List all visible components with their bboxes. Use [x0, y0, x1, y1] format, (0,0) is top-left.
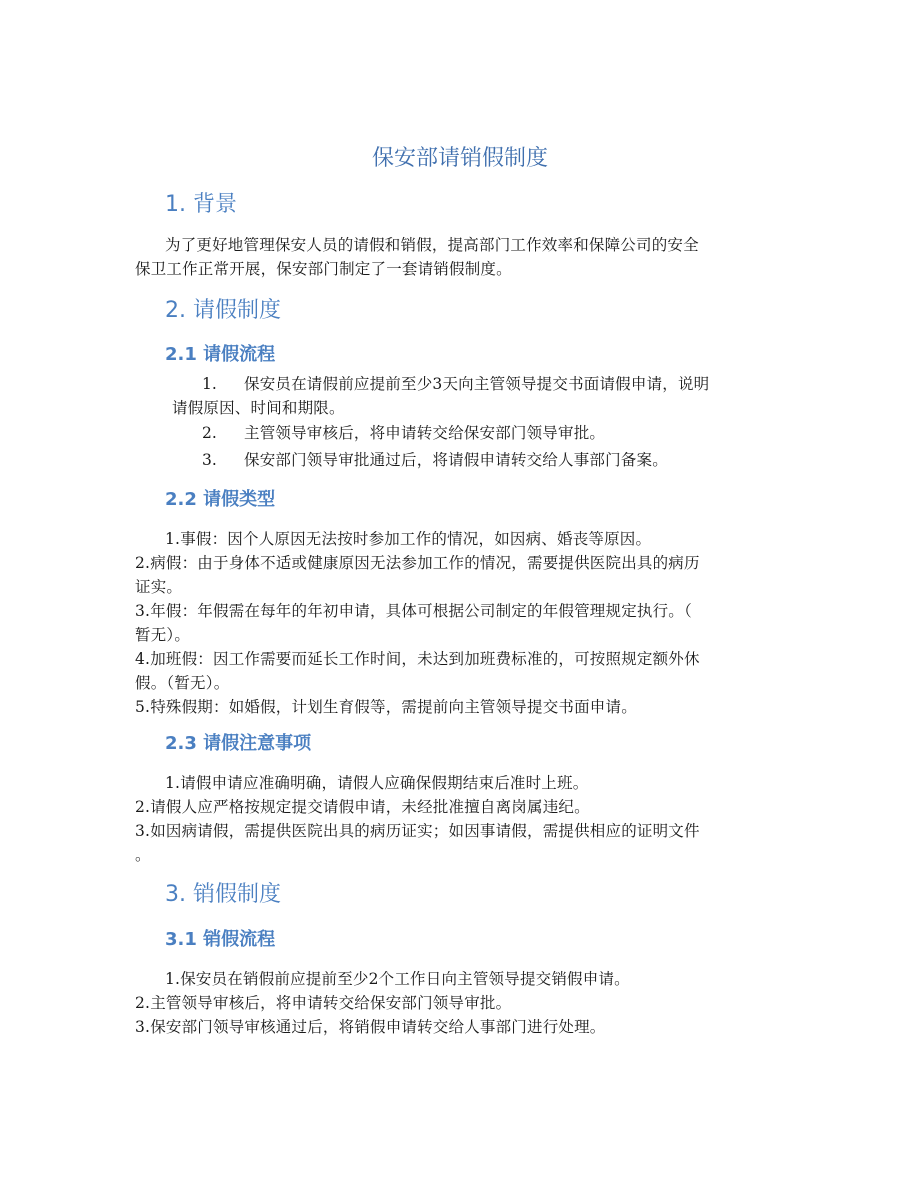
list-line: 5.特殊假期：如婚假，计划生育假等，需提前向主管领导提交书面申请。: [135, 698, 637, 716]
list-line: 4.加班假：因工作需要而延长工作时间，未达到加班费标准的，可按照规定额外休: [135, 650, 700, 668]
list-line: 3.年假：年假需在每年的年初申请，具体可根据公司制定的年假管理规定执行。（: [135, 602, 692, 620]
section-heading-cancel-policy: 3. 销假制度: [165, 882, 281, 907]
list-line: 2.请假人应严格按规定提交请假申请，未经批准擅自离岗属违纪。: [135, 798, 590, 816]
list-line: 1.事假：因个人原因无法按时参加工作的情况，如因病、婚丧等原因。: [165, 530, 652, 548]
list-item-number: 1.: [202, 375, 217, 393]
paragraph-line: 为了更好地管理保安人员的请假和销假，提高部门工作效率和保障公司的安全: [165, 236, 699, 254]
list-item-text: 保安员在请假前应提前至少3天向主管领导提交书面请假申请，说明: [244, 375, 710, 393]
list-line: 1.请假申请应准确明确，请假人应确保假期结束后准时上班。: [165, 774, 589, 792]
list-line: 3.如因病请假，需提供医院出具的病历证实；如因事请假，需提供相应的证明文件: [135, 822, 700, 840]
section-heading-leave-policy: 2. 请假制度: [165, 298, 281, 323]
list-line: 暂无）。: [135, 626, 191, 644]
list-line: 假。（暂无）。: [135, 674, 230, 692]
list-line: 2.病假：由于身体不适或健康原因无法参加工作的情况，需要提供医院出具的病历: [135, 554, 700, 572]
list-item-number: 2.: [202, 424, 217, 442]
paragraph-line: 保卫工作正常开展，保安部门制定了一套请销假制度。: [135, 260, 512, 278]
page-title: 保安部请销假制度: [371, 146, 548, 171]
list-item-number: 3.: [202, 451, 217, 469]
subsection-heading-leave-types: 2.2 请假类型: [165, 489, 276, 510]
subsection-heading-leave-process: 2.1 请假流程: [165, 344, 276, 365]
section-heading-background: 1. 背景: [165, 192, 237, 217]
list-item-text: 保安部门领导审批通过后，将请假申请转交给人事部门备案。: [244, 451, 668, 469]
subsection-heading-leave-notes: 2.3 请假注意事项: [165, 733, 312, 754]
list-line: 2.主管领导审核后，将申请转交给保安部门领导审批。: [135, 994, 512, 1012]
list-line: 。: [135, 846, 151, 864]
list-line: 3.保安部门领导审核通过后，将销假申请转交给人事部门进行处理。: [135, 1018, 606, 1036]
list-item-text: 请假原因、时间和期限。: [172, 399, 345, 417]
list-line: 1.保安员在销假前应提前至少2个工作日向主管领导提交销假申请。: [165, 970, 630, 988]
subsection-heading-cancel-process: 3.1 销假流程: [165, 929, 276, 950]
list-line: 证实。: [135, 578, 183, 596]
list-item-text: 主管领导审核后，将申请转交给保安部门领导审批。: [244, 424, 606, 442]
